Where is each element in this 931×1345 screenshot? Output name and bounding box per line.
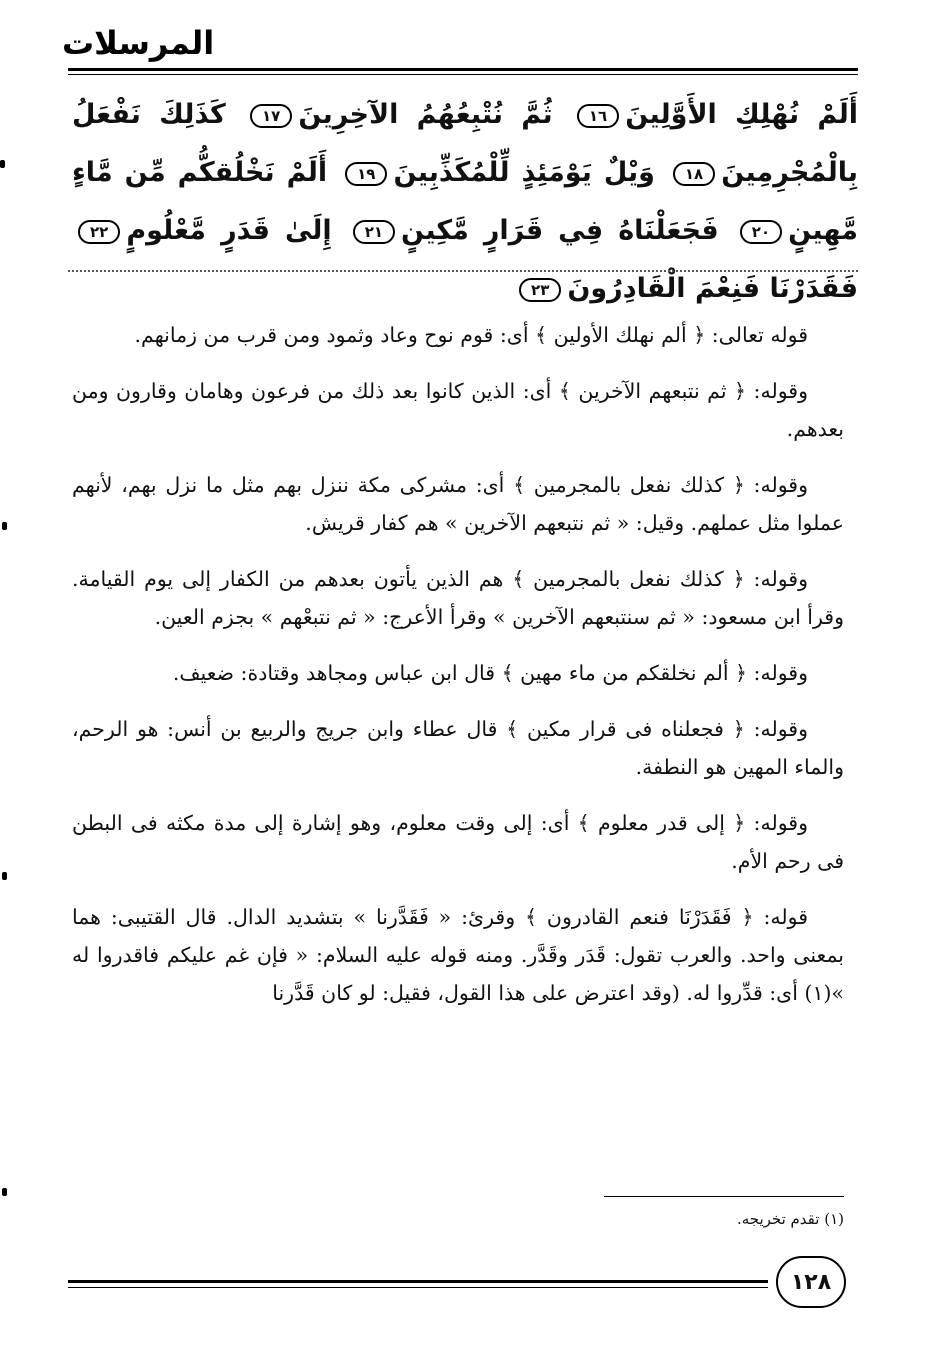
footnote: (١) تقدم تخريجه. [736, 1210, 844, 1228]
verse: ثُمَّ نُتْبِعُهُمُ الآخِرِينَ١٧ [244, 99, 553, 130]
ayah-number-mark: ٢١ [353, 220, 395, 244]
chapter-title: المرسلات [62, 24, 215, 62]
header-rule [68, 68, 858, 71]
ayah-number-mark: ٢٣ [519, 278, 561, 302]
margin-mark [2, 1188, 7, 1196]
footnote-rule [604, 1196, 844, 1197]
ayah-number-mark: ٢٠ [740, 220, 782, 244]
quran-verses-block [72, 86, 858, 318]
commentary-paragraph: وقوله: ﴿ ألم نخلقكم من ماء مهين ﴾ قال ابن عباس ومجاهد وقتادة: ضعيف. [172, 661, 808, 685]
verse: فَقَدَرْنَا فَنِعْمَ الْقَادِرُونَ٢٣ [513, 273, 858, 304]
section-divider [68, 270, 858, 272]
ayah-number-mark: ١٨ [673, 162, 715, 186]
verse: كَذَلِكَ نَفْعَلُ بِالْمُجْرِمِينَ١٨ [72, 99, 858, 188]
footer-rule-thin [68, 1287, 768, 1288]
ayah-number-mark: ٢٢ [78, 220, 120, 244]
verse: وَيْلٌ يَوْمَئِذٍ لِّلْمُكَذِّبِينَ١٩ [339, 157, 655, 188]
commentary-paragraph: وقوله: ﴿ كذلك نفعل بالمجرمين ﴾ هم الذين يأتون بعدهم من الكفار إلى يوم القيامة. وقرأ ابن مسعود: « ثم سنتبعهم الآخرين » وقرأ الأعرج: « ثم نتبعْهم » بجزم العين. [72, 567, 844, 629]
margin-mark [0, 160, 5, 168]
margin-mark [2, 522, 7, 530]
commentary-paragraph: قوله: ﴿ فَقَدَرْنَا فنعم القادرون ﴾ وقرئ: « فَقَدَّرنا » بتشديد الدال. قال القتيبى: هما بمعنى واحد. والعرب تقول: قَدَر وقَدَّر. ومنه قوله عليه السلام: « فإن غم عليكم فاقدروا له »(١) أى: قدِّروا له. (وقد اعترض على هذا القول، فقيل: لو كان قَدَّرنا [72, 905, 844, 1005]
ayah-number-mark: ١٦ [577, 104, 619, 128]
commentary-paragraph: وقوله: ﴿ فجعلناه فى قرار مكين ﴾ قال عطاء وابن جريج والربيع بن أنس: هو الرحم، والماء المهين هو النطفة. [72, 717, 844, 779]
ayah-number-mark: ١٧ [250, 104, 292, 128]
commentary-paragraph: وقوله: ﴿ ثم نتبعهم الآخرين ﴾ أى: الذين كانوا بعد ذلك من فرعون وهامان وقارون ومن بعدهم. [72, 379, 844, 441]
header-rule-thin [68, 74, 858, 75]
verse: فَجَعَلْنَاهُ فِي قَرَارٍ مَّكِينٍ٢١ [347, 215, 719, 246]
margin-mark [2, 872, 7, 880]
verse: إِلَىٰ قَدَرٍ مَّعْلُومٍ٢٢ [72, 215, 332, 246]
page-number-badge: ١٢٨ [776, 1256, 846, 1308]
commentary-paragraph: قوله تعالى: ﴿ ألم نهلك الأولين ﴾ أى: قوم نوح وعاد وثمود ومن قرب من زمانهم. [134, 323, 808, 347]
verse: أَلَمْ نَخْلُقكُّم مِّن مَّاءٍ مَّهِينٍ٢٠ [72, 157, 858, 246]
verse: أَلَمْ نُهْلِكِ الأَوَّلِينَ١٦ [571, 99, 858, 130]
commentary-paragraph: وقوله: ﴿ إلى قدر معلوم ﴾ أى: إلى وقت معلوم، وهو إشارة إلى مدة مكثه فى البطن فى رحم الأم. [72, 811, 844, 873]
commentary-body [72, 316, 844, 1030]
footer-rule [68, 1280, 768, 1283]
commentary-paragraph: وقوله: ﴿ كذلك نفعل بالمجرمين ﴾ أى: مشركى مكة ننزل بهم مثل ما نزل بهم، لأنهم عملوا مثل عملهم. وقيل: « ثم نتبعهم الآخرين » هم كفار قريش. [72, 473, 844, 535]
ayah-number-mark: ١٩ [345, 162, 387, 186]
